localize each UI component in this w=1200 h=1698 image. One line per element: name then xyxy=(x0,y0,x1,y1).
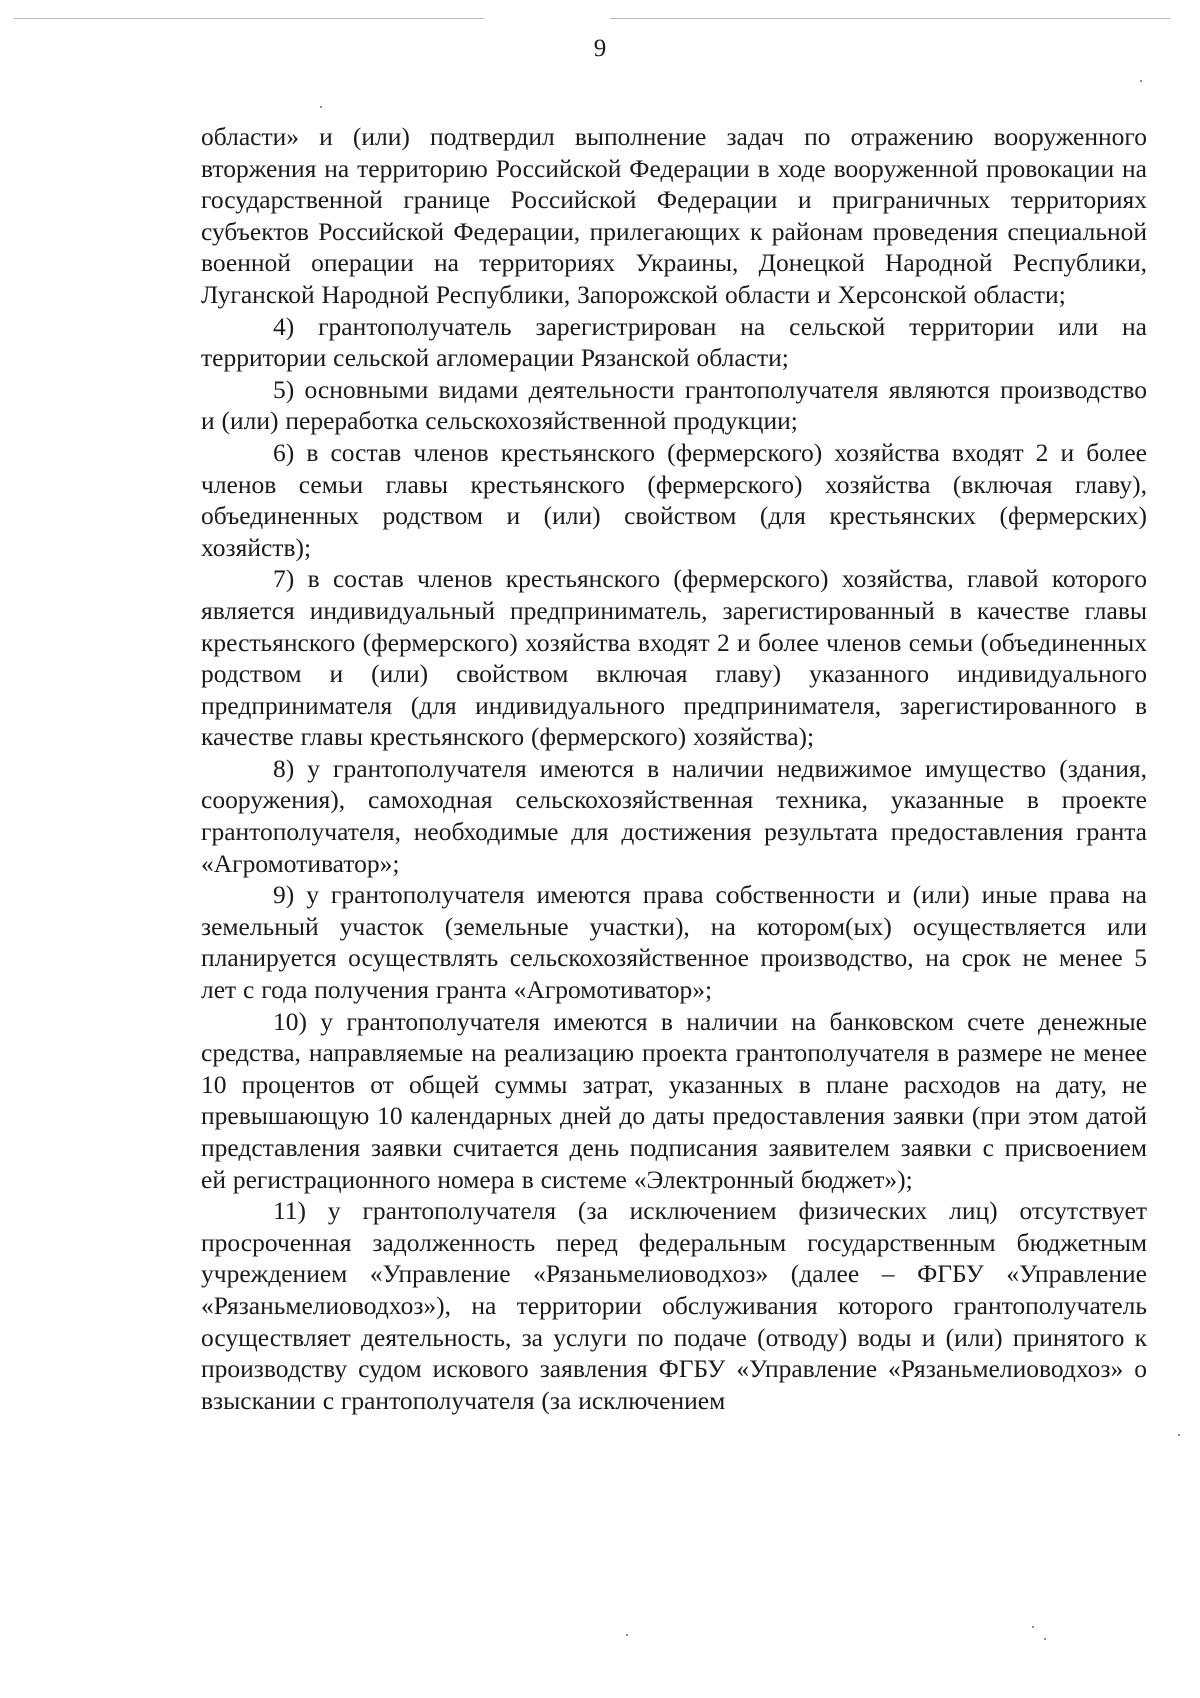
scan-speck xyxy=(626,1634,628,1636)
scan-speck xyxy=(1032,1626,1034,1628)
document-body xyxy=(201,121,1147,1416)
list-item-5: 5) основными видами деятельности грантополучателя являются производство и (или) переработка сельскохозяйственной продукции; xyxy=(201,374,1147,436)
page-number: 9 xyxy=(593,35,607,62)
list-item-10: 10) у грантополучателя имеются в наличии на банковском счете денежные средства, направляемые на реализацию проекта грантополучателя в размере не менее 10 процентов от общей суммы затрат, указанных в плане расходов на дату, не превышающую 10 календарных дней до даты предоставления заявки (при этом датой представления заявки считается день подписания заявителем заявки с присвоением ей регистрационного номера в системе «Электронный бюджет»); xyxy=(201,1006,1147,1194)
scan-speck xyxy=(1140,80,1142,82)
scan-speck xyxy=(320,106,322,108)
list-item-9: 9) у грантополучателя имеются права собственности и (или) иные права на земельный участок (земельные участки), на котором(ых) осуществляется или планируется осуществлять сельскохозяйственное производство, на срок не менее 5 лет с года получения гранта «Агромотиватор»; xyxy=(201,880,1147,1005)
paragraph-continuation: области» и (или) подтвердил выполнение задач по отражению вооруженного вторжения на территорию Российской Федерации в ходе вооруженной провокации на государственной границе Российской Федерации и приграничных территориях субъектов Российской Федерации, прилегающих к районам проведения специальной военной операции на территориях Украины, Донецкой Народной Республики, Луганской Народной Республики, Запорожской области и Херсонской области; xyxy=(201,122,1147,309)
scan-speck xyxy=(1178,1434,1180,1436)
list-item-7: 7) в состав членов крестьянского (фермерского) хозяйства, главой которого является индивидуальный предприниматель, зарегистированный в качестве главы крестьянского (фермерского) хозяйства входят 2 и более членов семьи (объединенных родством и (или) свойством включая главу) указанного индивидуального предпринимателя (для индивидуального предпринимателя, зарегистированного в качестве главы крестьянского (фермерского) хозяйства); xyxy=(201,564,1147,752)
list-item-8: 8) у грантополучателя имеются в наличии недвижимое имущество (здания, сооружения), самоходная сельскохозяйственная техника, указанные в проекте грантополучателя, необходимые для достижения результата предоставления гранта «Агромотиватор»; xyxy=(201,753,1147,878)
scan-speck xyxy=(1044,1638,1046,1640)
list-item-6: 6) в состав членов крестьянского (фермерского) хозяйства входят 2 и более членов семьи главы крестьянского (фермерского) хозяйства (включая главу), объединенных родством и (или) свойством (для крестьянских (фермерских) хозяйств); xyxy=(201,437,1147,562)
list-item-11: 11) у грантополучателя (за исключением физических лиц) отсутствует просроченная задолженность перед федеральным государственным бюджетным учреждением «Управление «Рязаньмелиоводхоз» (далее – ФГБУ «Управление «Рязаньмелиоводхоз»), на территории обслуживания которого грантополучатель осуществляет деятельность, за услуги по подаче (отводу) воды и (или) принятого к производству судом искового заявления ФГБУ «Управление «Рязаньмелиоводхоз» о взыскании с грантополучателя (за исключением xyxy=(201,1196,1147,1415)
scan-edge-right xyxy=(610,18,1170,19)
list-item-4: 4) грантополучатель зарегистрирован на сельской территории или на территории сельской агломерации Рязанской области; xyxy=(201,311,1147,373)
scan-edge-left xyxy=(14,18,484,19)
